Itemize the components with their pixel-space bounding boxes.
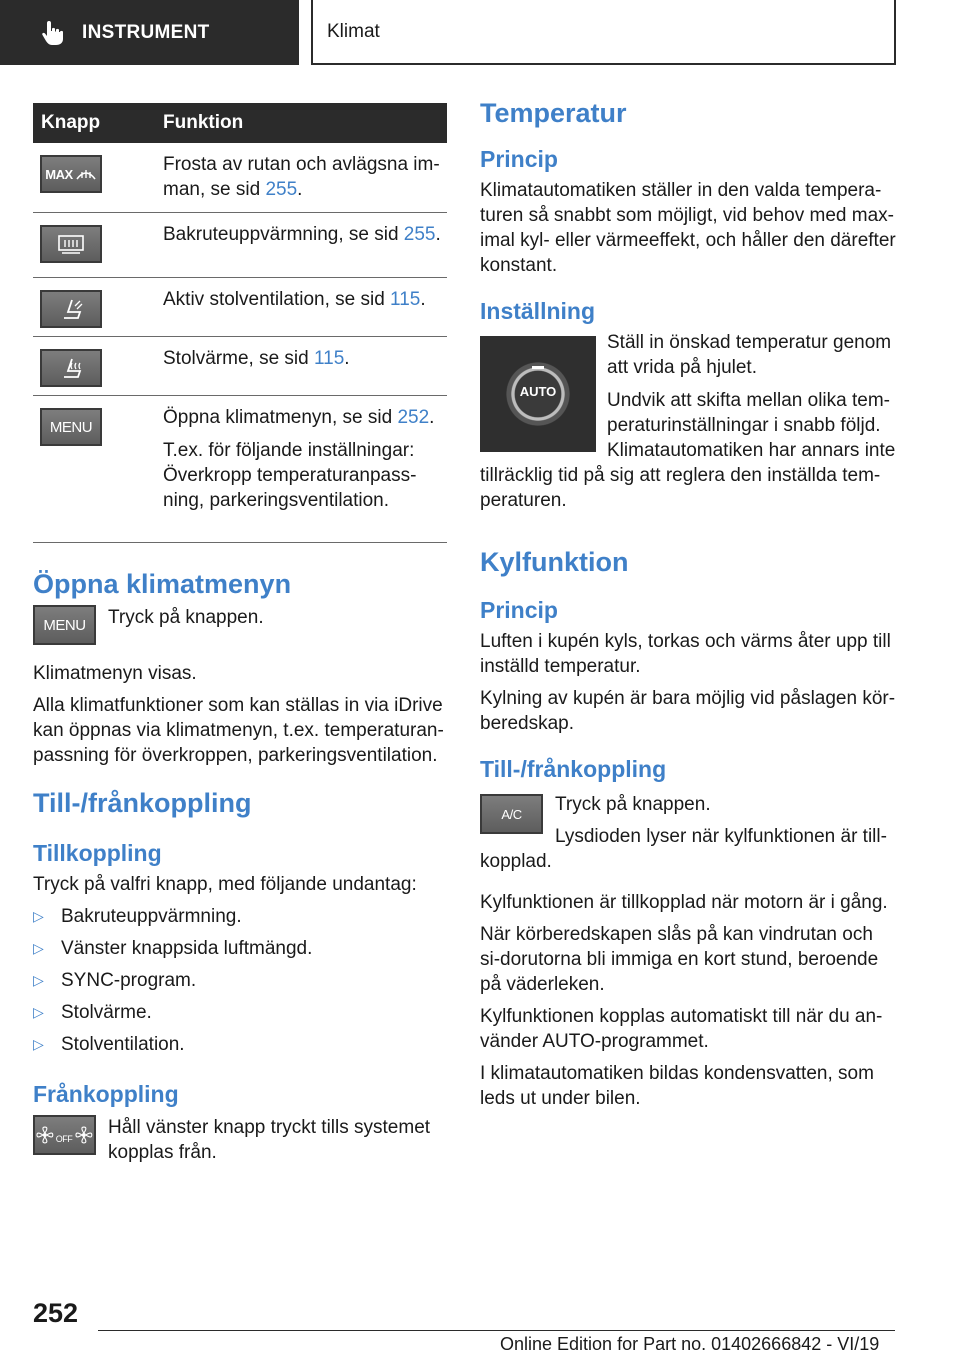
rear-defrost-icon (40, 225, 102, 263)
on-subheading: Tillkoppling (33, 840, 162, 866)
page-link[interactable]: 255 (403, 224, 436, 245)
paragraph: Lysdioden lyser när kylfunktionen är till-kopplad. (480, 826, 887, 872)
section-tab (0, 0, 299, 65)
section-title: INSTRUMENT (82, 21, 210, 43)
temperature-heading: Temperatur (480, 98, 627, 128)
paragraph: Tryck på knappen. (555, 794, 711, 815)
off-subheading: Frånkoppling (33, 1081, 179, 1107)
paragraph: Alla klimatfunktioner som kan ställas in via iDrive kan öppnas via klimatmenyn, t.ex. temperaturan-passning för överkroppen, parkeringsventilation. (33, 695, 444, 766)
principle-subheading: Princip (480, 146, 558, 172)
cooling-toggle-block (480, 792, 898, 874)
page-number: 252 (33, 1298, 79, 1328)
ac-button-icon: A/C (480, 794, 543, 834)
row-text: Frosta av rutan och avlägsna im-man, se sid 255. (163, 154, 440, 200)
row-text: Stolvärme, se sid 115. (163, 348, 350, 369)
list-item: ▷ Stolvärme. (33, 1000, 447, 1025)
list-item: ▷ Vänster knappsida luftmängd. (33, 936, 447, 961)
open-menu-heading: Öppna klimatmenyn (33, 569, 292, 599)
seat-ventilation-icon (40, 290, 102, 328)
paragraph: Kylfunktionen är tillkopplad när motorn är i gång. (480, 892, 888, 913)
paragraph: Kylfunktionen kopplas automatiskt till när du an-vänder AUTO-programmet. (480, 1006, 883, 1052)
toggle-heading: Till-/frånkoppling (33, 788, 252, 818)
button-function-table (33, 103, 447, 543)
paragraph: Tryck på valfri knapp, med följande undantag: (33, 874, 417, 895)
footer-divider (98, 1330, 895, 1331)
list-item: ▷ SYNC-program. (33, 968, 447, 993)
page-link[interactable]: 255 (265, 179, 298, 200)
temperature-knob-image: AUTO (480, 336, 596, 452)
setting-block (480, 330, 898, 513)
page-link[interactable]: 115 (314, 348, 345, 369)
row-text: Aktiv stolventilation, se sid 115. (163, 289, 426, 310)
paragraph: Luften i kupén kyls, torkas och värms åter upp till inställd temperatur. (480, 631, 891, 677)
page-link[interactable]: 115 (390, 289, 421, 310)
page-header (0, 0, 960, 66)
row-text: Bakruteuppvärmning, se sid 255. (163, 224, 441, 245)
open-menu-instruction: MENU Tryck på knappen. (33, 605, 447, 645)
exceptions-list (33, 904, 447, 1057)
paragraph: I klimatautomatiken bildas kondensvatten, som leds ut under bilen. (480, 1063, 874, 1109)
menu-button-icon: MENU (40, 408, 102, 446)
chapter-title: Klimat (327, 20, 380, 42)
cooling-toggle-subheading: Till-/frånkoppling (480, 756, 667, 782)
paragraph: Ställ in önskad temperatur genom att vrida på hjulet. (607, 332, 892, 378)
right-column (480, 96, 898, 1111)
paragraph: Klimatmenyn visas. (33, 663, 197, 684)
max-defrost-icon: MAX (40, 155, 102, 193)
list-item: ▷ Stolventilation. (33, 1032, 447, 1057)
setting-subheading: Inställning (480, 298, 595, 324)
table-row (33, 143, 447, 213)
paragraph: Kylning av kupén är bara möjlig vid påslagen kör-beredskap. (480, 688, 896, 734)
hand-pointer-icon (38, 18, 68, 48)
table-header-function: Funktion (163, 103, 447, 143)
list-item: ▷ Bakruteuppvärmning. (33, 904, 447, 929)
table-header-button: Knapp (33, 103, 163, 143)
cooling-principle-subheading: Princip (480, 597, 558, 623)
table-row (33, 213, 447, 278)
menu-button-icon: MENU (33, 605, 96, 645)
table-row (33, 337, 447, 396)
paragraph: Undvik att skifta mellan olika tem-peraturinställningar i snabb följd. Klimatautomatiken har annars inte tillräcklig tid på sig att reglera den inställda tem-peraturen. (480, 390, 896, 511)
row-text: Öppna klimatmenyn, se sid 252. (163, 407, 435, 428)
chapter-tab (311, 0, 896, 65)
cooling-heading: Kylfunktion (480, 547, 629, 577)
paragraph: När körberedskapen slås på kan vindrutan och si-dorutorna bli immiga en kort stund, beroende på väderleken. (480, 924, 879, 995)
table-row (33, 396, 447, 543)
off-instruction: OFF Håll vänster knapp tryckt tills systemet kopplas från. (33, 1115, 447, 1165)
left-column (33, 103, 447, 1165)
page-link[interactable]: 252 (397, 407, 430, 428)
table-row (33, 278, 447, 337)
fan-off-icon: OFF (33, 1115, 96, 1155)
edition-text: Online Edition for Part no. 01402666842 - VI/19 (500, 1334, 880, 1354)
seat-heating-icon (40, 349, 102, 387)
paragraph: Klimatautomatiken ställer in den valda tempera-turen så snabbt som möjligt, vid behov med max-imal kyl- eller värmeeffekt, och håller den därefter konstant. (480, 180, 896, 276)
row-extra-text: T.ex. för följande inställningar: Överkropp temperaturanpass-ning, parkeringsventilation. (163, 440, 417, 511)
